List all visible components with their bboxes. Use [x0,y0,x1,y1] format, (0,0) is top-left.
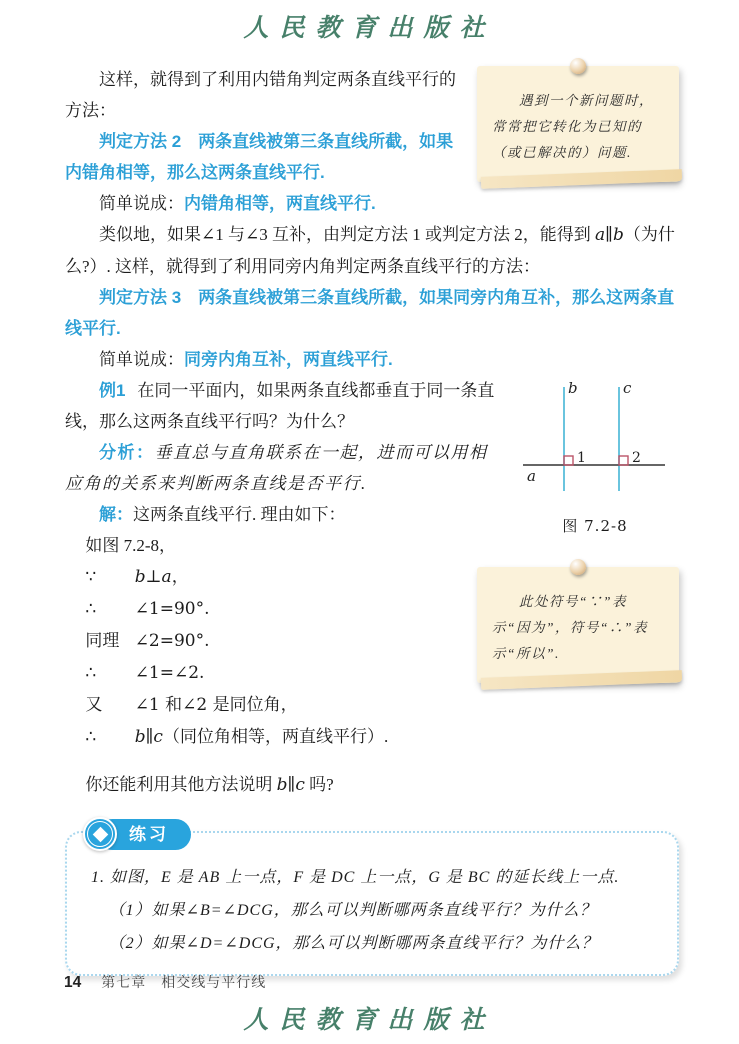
page-content [65,64,679,976]
method3-summary-line [65,344,679,375]
parallel-a-b-math: a∥b [595,225,624,245]
solution-text: 这两条直线平行. 理由如下： [133,505,346,524]
math-b-perp-a: b⊥a [134,567,172,587]
publisher-logo-top: 人民教育出版社 [243,13,496,42]
figure-reference-line: 如图 7.2-8， [85,536,177,555]
diamond-glyph-icon [92,826,108,842]
label-b: b [568,379,578,397]
summary2-prefix: 简单说成： [99,194,184,213]
label-angle-2: 2 [632,450,641,466]
similar-paragraph [65,219,679,282]
label-a: a [527,467,536,485]
figure-7-2-8 [519,377,671,542]
method2-label: 判定方法 2 [99,132,182,151]
therefore-symbol: ∴ [85,727,97,747]
publisher-logo-bottom: 人民教育出版社 [243,1005,496,1034]
therefore-symbol: ∴ [85,599,97,619]
exercise-badge-icon [83,817,117,851]
derivation-line-6 [65,721,679,753]
similar-text-pre: 类似地，如果∠1 与∠3 互补，由判定方法 1 或判定方法 2，能得到 [99,225,595,244]
math-corresponding-angles: ∠1 和∠2 是同位角， [134,695,298,715]
therefore-symbol: ∴ [85,663,97,683]
right-angle-mark-2 [619,456,628,465]
math-angle2-90: ∠2=90°. [134,631,210,651]
line-tail: （同位角相等，两直线平行）. [162,727,389,746]
method2-summary-line [65,188,679,219]
math-angle1-90: ∠1=90°. [134,599,210,619]
question-post: 吗? [304,775,334,794]
analysis-text: 垂直总与直角联系在一起，进而可以用相应角的关系来判断两条直线是否平行. [65,443,488,493]
summary2-highlight: 内错角相等，两直线平行. [184,194,376,213]
followup-question [65,769,679,801]
page-footer [64,972,266,992]
margin-note-symbols [477,567,679,683]
exercise-item-1-sub-1: （1）如果∠B=∠DCG，那么可以判断哪两条直线平行？为什么？ [108,902,597,919]
method3-text: 两条直线被第三条直线所截，如果同旁内角互补，那么这两条直线平行. [65,288,675,338]
derivation-line-5 [65,689,679,721]
margin-note-transform [477,66,679,182]
summary3-prefix: 简单说成： [99,350,184,369]
label-angle-1: 1 [577,450,586,466]
exercise-title: 练习 [97,819,191,850]
chapter-title: 第七章 相交线与平行线 [101,974,267,990]
math-b-parallel-c: b∥c [134,727,163,747]
likewise-label: 同理 [85,631,120,651]
solution-label: 解： [99,505,133,524]
label-c: c [623,379,632,397]
because-symbol: ∵ [85,567,97,587]
math-angle1-eq-angle2: ∠1=∠2. [134,663,205,683]
margin-note-2-text: 此处符号“∵”表示“因为”，符号“∴”表示“所以”. [492,594,649,661]
page-number: 14 [64,974,82,991]
pushpin-icon [570,58,586,74]
pushpin-icon [570,559,586,575]
exercise-header [83,817,191,851]
exercise-item-1-sub-2: （2）如果∠D=∠DCG，那么可以判断哪两条直线平行？为什么？ [108,935,599,952]
figure-caption: 图 7.2-8 [562,517,628,535]
intro-paragraph: 这样，就得到了利用内错角判定两条直线平行的方法： [65,70,456,120]
figure-drawing [519,377,671,499]
method2-text: 两条直线被第三条直线所截，如果内错角相等，那么这两条直线平行. [65,132,454,182]
exercise-box [65,824,679,976]
method3-label: 判定方法 3 [99,288,182,307]
also-label: 又 [85,695,103,715]
example1-text: 在同一平面内，如果两条直线都垂直于同一条直线，那么这两条直线平行吗？为什么？ [65,381,495,431]
analysis-label: 分析： [99,443,155,462]
math-b-parallel-c: b∥c [276,775,305,795]
similar-text-post: （为什么?）. 这样，就得到了利用同旁内角判定两条直线平行的方法： [65,225,675,276]
line-tail: ， [171,567,189,586]
method3-statement [65,282,679,344]
margin-note-1-text: 遇到一个新问题时，常常把它转化为已知的（或已解决的）问题. [492,93,654,160]
question-pre: 你还能利用其他方法说明 [85,775,277,794]
right-angle-mark-1 [564,456,573,465]
example1-label: 例1 [99,381,126,400]
summary3-highlight: 同旁内角互补，两直线平行. [184,350,393,369]
exercise-item-1: 1. 如图，E 是 AB 上一点，F 是 DC 上一点，G 是 BC 的延长线上一点. [91,869,620,886]
